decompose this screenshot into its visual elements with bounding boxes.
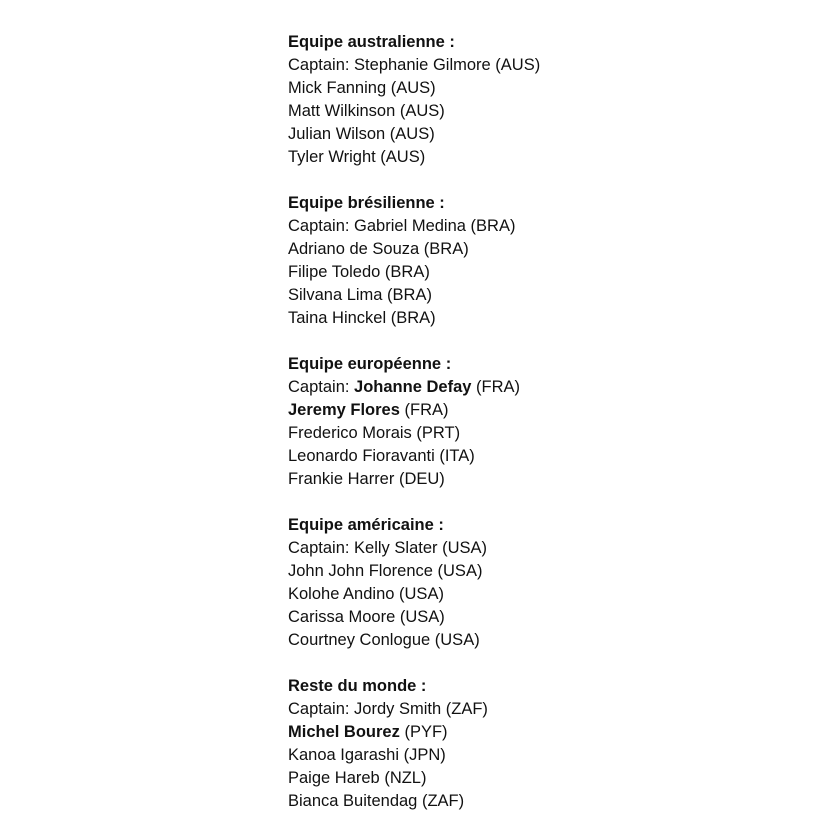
member-country: (BRA) — [419, 240, 469, 258]
team-member — [288, 307, 828, 330]
member-name: Gabriel Medina — [354, 217, 466, 235]
member-name: Matt Wilkinson — [288, 102, 396, 120]
team-member — [288, 422, 828, 445]
member-country: (AUS) — [386, 79, 436, 97]
team-member — [288, 376, 828, 399]
captain-prefix: Captain: — [288, 217, 355, 235]
team-member — [288, 100, 828, 123]
member-name: Johanne Defay — [354, 378, 472, 396]
member-country: (FRA) — [471, 378, 520, 396]
team-member — [288, 146, 828, 169]
member-name: Tyler Wright — [288, 148, 376, 166]
team-member — [288, 261, 828, 284]
member-name: Jeremy Flores — [288, 401, 400, 419]
team-section — [288, 353, 828, 491]
member-country: (ITA) — [434, 447, 475, 465]
member-name: Adriano de Souza — [288, 240, 420, 258]
team-member — [288, 468, 828, 491]
member-country: (PYF) — [399, 723, 448, 741]
team-section — [288, 192, 828, 330]
captain-prefix: Captain: — [288, 56, 355, 74]
team-member — [288, 698, 828, 721]
member-country: (ZAF) — [417, 792, 465, 810]
member-country: (PRT) — [411, 424, 461, 442]
member-country: (NZL) — [379, 769, 427, 787]
member-name: Julian Wilson — [288, 125, 386, 143]
team-title: Reste du monde : — [288, 677, 427, 695]
team-member — [288, 54, 828, 77]
team-title: Equipe européenne : — [288, 355, 452, 373]
team-title: Equipe australienne : — [288, 33, 455, 51]
member-name: Filipe Toledo — [288, 263, 381, 281]
member-country: (USA) — [437, 539, 487, 557]
captain-prefix: Captain: — [288, 539, 355, 557]
team-rosters — [288, 31, 828, 836]
member-name: Frankie Harrer — [288, 470, 395, 488]
member-country: (USA) — [430, 631, 480, 649]
member-name: Silvana Lima — [288, 286, 383, 304]
member-country: (AUS) — [375, 148, 426, 166]
team-member — [288, 77, 828, 100]
team-member — [288, 583, 828, 606]
team-member — [288, 744, 828, 767]
member-name: Kanoa Igarashi — [288, 746, 399, 764]
member-country: (USA) — [394, 585, 444, 603]
member-country: (ZAF) — [441, 700, 488, 718]
team-member — [288, 215, 828, 238]
member-name: Carissa Moore — [288, 608, 396, 626]
team-member — [288, 537, 828, 560]
member-name: Paige Hareb — [288, 769, 380, 787]
member-country: (BRA) — [465, 217, 516, 235]
member-name: Kolohe Andino — [288, 585, 395, 603]
member-country: (USA) — [395, 608, 445, 626]
team-member — [288, 629, 828, 652]
member-name: Michel Bourez — [288, 723, 400, 741]
team-section — [288, 675, 828, 813]
member-name: Frederico Morais — [288, 424, 412, 442]
member-country: (AUS) — [385, 125, 435, 143]
member-country: (JPN) — [399, 746, 446, 764]
team-section — [288, 31, 828, 169]
member-country: (AUS) — [490, 56, 541, 74]
member-country: (BRA) — [382, 286, 432, 304]
team-member — [288, 790, 828, 813]
team-member — [288, 399, 828, 422]
member-name: Jordy Smith — [354, 700, 442, 718]
team-member — [288, 767, 828, 790]
team-member — [288, 560, 828, 583]
member-name: Bianca Buitendag — [288, 792, 418, 810]
team-title: Equipe brésilienne : — [288, 194, 445, 212]
team-member — [288, 721, 828, 744]
member-name: John John Florence — [288, 562, 433, 580]
member-name: Kelly Slater — [354, 539, 438, 557]
team-member — [288, 123, 828, 146]
member-country: (USA) — [432, 562, 483, 580]
team-title: Equipe américaine : — [288, 516, 444, 534]
team-member — [288, 606, 828, 629]
member-country: (BRA) — [380, 263, 430, 281]
member-name: Taina Hinckel — [288, 309, 387, 327]
member-country: (FRA) — [399, 401, 449, 419]
member-name: Stephanie Gilmore — [354, 56, 491, 74]
team-member — [288, 284, 828, 307]
member-name: Leonardo Fioravanti — [288, 447, 435, 465]
team-section — [288, 514, 828, 652]
captain-prefix: Captain: — [288, 378, 355, 396]
team-member — [288, 445, 828, 468]
captain-prefix: Captain: — [288, 700, 355, 718]
member-country: (BRA) — [386, 309, 436, 327]
member-country: (DEU) — [394, 470, 445, 488]
member-name: Courtney Conlogue — [288, 631, 431, 649]
member-name: Mick Fanning — [288, 79, 387, 97]
member-country: (AUS) — [395, 102, 445, 120]
team-member — [288, 238, 828, 261]
